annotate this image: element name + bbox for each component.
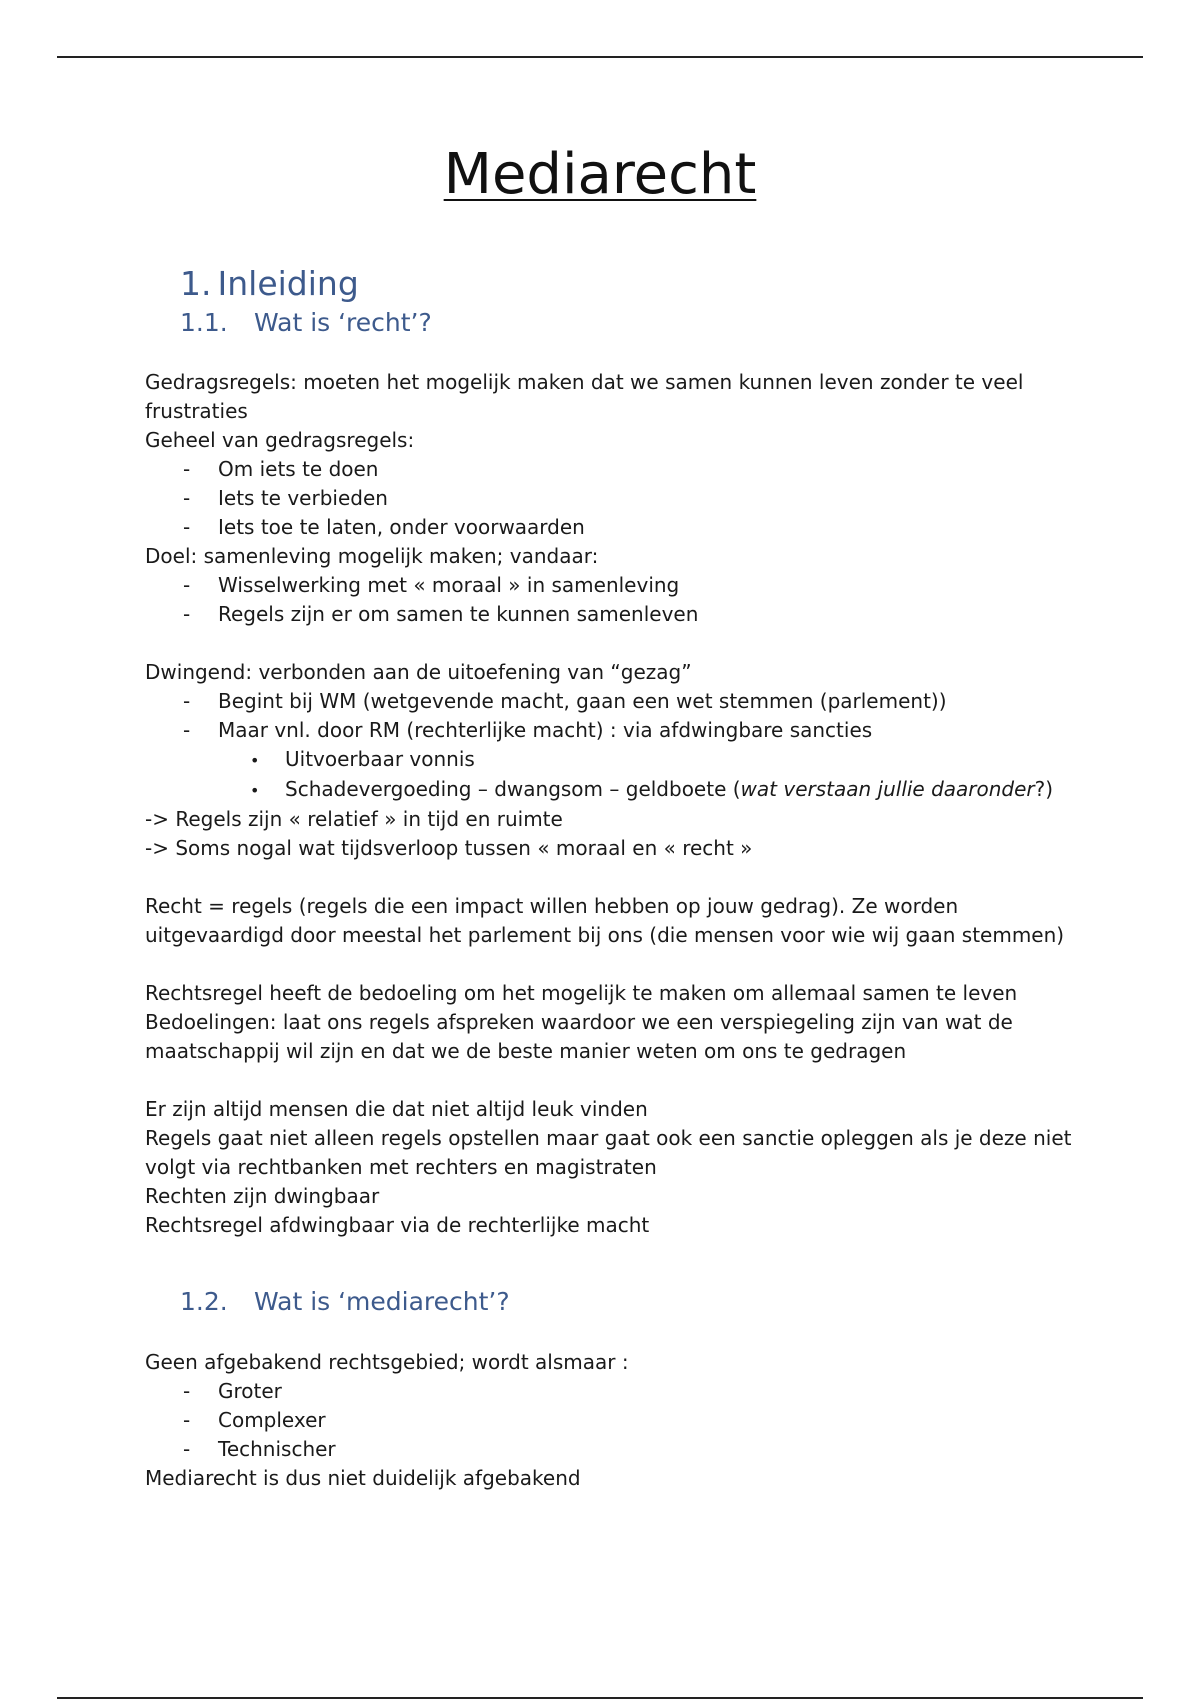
list-item xyxy=(145,571,1045,600)
bullet-item-text-end: ?) xyxy=(1034,777,1054,801)
bullet-marker: • xyxy=(250,751,260,770)
paragraph-line: -> Soms nogal wat tijdsverloop tussen « moraal en « recht » xyxy=(145,836,753,860)
page-title: Mediarecht xyxy=(443,142,757,207)
dash-marker: - xyxy=(183,457,191,481)
paragraph-line: Er zijn altijd mensen die dat niet altijd leuk vinden xyxy=(145,1097,648,1121)
list-item-text: Iets te verbieden xyxy=(218,486,388,510)
paragraph-line: Geen afgebakend rechtsgebied; wordt alsmaar : xyxy=(145,1350,629,1374)
list-item-text: Iets toe te laten, onder voorwaarden xyxy=(218,515,585,539)
bullet-item xyxy=(145,775,1054,805)
paragraph-line: -> Regels zijn « relatief » in tijd en ruimte xyxy=(145,807,563,831)
list-item xyxy=(145,484,1045,513)
paragraph-line: Recht = regels (regels die een impact willen hebben op jouw gedrag). Ze worden xyxy=(145,894,959,918)
paragraph-line: Bedoelingen: laat ons regels afspreken waardoor we een verspiegeling zijn van wat de xyxy=(145,1010,1013,1034)
heading-wat-is-mediarecht xyxy=(180,1286,510,1318)
paragraph-line: Mediarecht is dus niet duidelijk afgebakend xyxy=(145,1466,581,1490)
bottom-rule xyxy=(57,1697,1143,1699)
list-item xyxy=(145,687,1045,716)
dash-marker: - xyxy=(183,718,191,742)
list-item xyxy=(145,1406,1045,1435)
bullet-item-text: Schadevergoeding – dwangsom – geldboete ( xyxy=(285,777,741,801)
paragraph-line: Dwingend: verbonden aan de uitoefening van “gezag” xyxy=(145,660,692,684)
heading-text: Wat is ‘mediarecht’? xyxy=(254,1287,510,1316)
dash-marker: - xyxy=(183,602,191,626)
list-item xyxy=(145,600,1045,629)
dash-marker: - xyxy=(183,486,191,510)
body-section-mediarecht xyxy=(145,1348,1045,1493)
list-item xyxy=(145,455,1045,484)
list-item xyxy=(145,1377,1045,1406)
paragraph-line: uitgevaardigd door meestal het parlement bij ons (die mensen voor wie wij gaan stemmen) xyxy=(145,923,1065,947)
paragraph-line: Regels gaat niet alleen regels opstellen maar gaat ook een sanctie opleggen als je deze niet xyxy=(145,1126,1072,1150)
list-item-text: Begint bij WM (wetgevende macht, gaan een wet stemmen (parlement)) xyxy=(218,689,947,713)
list-item-text: Technischer xyxy=(218,1437,336,1461)
dash-marker: - xyxy=(183,1437,191,1461)
list-item xyxy=(145,716,1045,745)
list-item xyxy=(145,513,1045,542)
list-item-text: Maar vnl. door RM (rechterlijke macht) : via afdwingbare sancties xyxy=(218,718,873,742)
paragraph-line: Gedragsregels: moeten het mogelijk maken dat we samen kunnen leven zonder te veel xyxy=(145,370,1024,394)
paragraph-line: Rechtsregel afdwingbaar via de rechterlijke macht xyxy=(145,1213,650,1237)
paragraph-line: Rechtsregel heeft de bedoeling om het mogelijk te maken om allemaal samen te leven xyxy=(145,981,1018,1005)
dash-marker: - xyxy=(183,1408,191,1432)
heading-text: Wat is ‘recht’? xyxy=(254,308,432,337)
bullet-item xyxy=(145,745,1045,775)
heading-text: Inleiding xyxy=(217,264,359,303)
heading-wat-is-recht xyxy=(180,307,432,339)
heading-number: 1. xyxy=(180,264,212,303)
paragraph-line: Doel: samenleving mogelijk maken; vandaar: xyxy=(145,544,599,568)
dash-marker: - xyxy=(183,689,191,713)
body-section-recht xyxy=(145,368,1072,1240)
top-rule xyxy=(57,56,1143,58)
list-item-text: Om iets te doen xyxy=(218,457,379,481)
paragraph-line: Geheel van gedragsregels: xyxy=(145,428,415,452)
dash-marker: - xyxy=(183,573,191,597)
bullet-marker: • xyxy=(250,781,260,800)
list-item-text: Wisselwerking met « moraal » in samenleving xyxy=(218,573,680,597)
heading-number: 1.1. xyxy=(180,308,228,337)
dash-marker: - xyxy=(183,1379,191,1403)
paragraph-line: maatschappij wil zijn en dat we de beste manier weten om ons te gedragen xyxy=(145,1039,907,1063)
dash-marker: - xyxy=(183,515,191,539)
list-item-text: Groter xyxy=(218,1379,282,1403)
list-item xyxy=(145,1435,1045,1464)
heading-number: 1.2. xyxy=(180,1287,228,1316)
list-item-text: Complexer xyxy=(218,1408,326,1432)
heading-inleiding xyxy=(180,264,359,304)
list-item-text: Regels zijn er om samen te kunnen samenleven xyxy=(218,602,699,626)
paragraph-line: Rechten zijn dwingbaar xyxy=(145,1184,380,1208)
paragraph-line: frustraties xyxy=(145,399,248,423)
italic-question: wat verstaan jullie daaronder xyxy=(740,777,1035,801)
bullet-item-text: Uitvoerbaar vonnis xyxy=(285,747,475,771)
paragraph-line: volgt via rechtbanken met rechters en magistraten xyxy=(145,1155,657,1179)
